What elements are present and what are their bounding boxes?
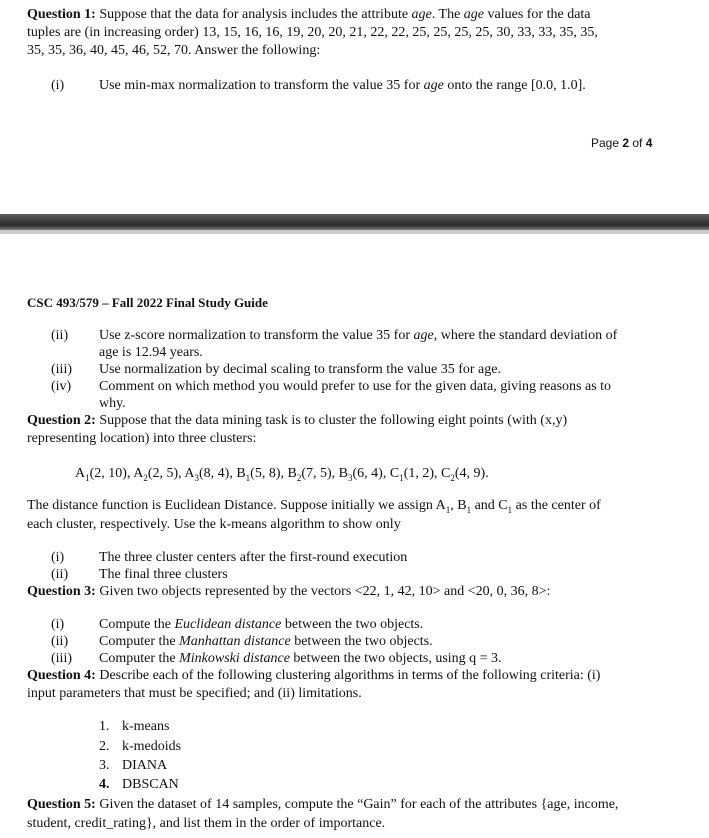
q2-line2: representing location) into three clusters:: [27, 431, 257, 446]
q2-points: $A_1(2$, 10), $A_2(2$, 5), $A_3(8$, 4), $B_1(5$, 8), $B_2(7$, 5), $B_3(6$, 4), $C_1(1$, 2), $C_2(4$, 9).: [75, 466, 489, 483]
page-gap: [0, 230, 709, 234]
point: $A_3(8$, 4): [184, 466, 230, 483]
q4-label: Question 4:: [27, 668, 96, 683]
q1-label: Question 1:: [27, 7, 96, 22]
q5-label: Question 5:: [27, 797, 96, 812]
q1-line3: 35, 35, 36, 40, 45, 46, 52, 70. Answer the following:: [27, 43, 321, 58]
q1-item-text: Use normalization by decimal scaling to transform the value 35 for age.: [99, 362, 501, 377]
point: $B_1(5$, 8): [236, 466, 281, 483]
q5-line2: student, credit_rating}, and list them in the order of importance.: [27, 816, 386, 831]
q3-item-text: Computer the Minkowski distance between the two objects, using q = 3.: [99, 651, 502, 666]
q1-item-text: Use z-score normalization to transform the value 35 for age, where the standard deviation of: [99, 328, 618, 343]
q2-distance-line1: The distance function is Euclidean Distance. Suppose initially we assign $A_1$, $B_1$ and $C_1$ as the center of: [27, 498, 601, 515]
q1-item-text-cont: why.: [99, 396, 126, 411]
q1-item-number: (ii): [51, 328, 69, 343]
point: $C_2(4$, 9): [441, 466, 486, 483]
point: $A_1(2$, 10): [75, 466, 127, 483]
q2-distance-line2: each cluster, respectively. Use the k-means algorithm to show only: [27, 517, 401, 532]
point: $C_1(1$, 2): [389, 466, 435, 483]
q4-list-item: DIANA: [122, 758, 168, 773]
q3-item-number: (iii): [51, 651, 72, 666]
page-divider: [0, 214, 709, 230]
point: $B_3(6$, 4): [338, 466, 383, 483]
q4-list-item: k-medoids: [122, 739, 182, 754]
q3-item-text: Computer the Manhattan distance between the two objects.: [99, 634, 433, 649]
q3-item-text: Compute the Euclidean distance between the two objects.: [99, 617, 424, 632]
q2-item-number: (ii): [51, 567, 69, 582]
q4-line2: input parameters that must be specified; and (ii) limitations.: [27, 686, 362, 701]
q3-label: Question 3:: [27, 584, 96, 599]
q1-line1: Question 1: Suppose that the data for analysis includes the attribute age. The age values for the data: [27, 7, 591, 22]
page-header: CSC 493/579 – Fall 2022 Final Study Guide: [27, 295, 268, 310]
q1-item-number: (i): [51, 78, 65, 93]
q1-item-number: (iii): [51, 362, 72, 377]
point: $A_2(2$, 5): [133, 466, 179, 483]
q4-list-item: k-means: [122, 719, 170, 734]
q1-item-text-cont: age is 12.94 years.: [99, 345, 203, 360]
q2-line1: Question 2: Suppose that the data mining task is to cluster the following eight points (with (x,y): [27, 413, 568, 428]
q2-item-text: The final three clusters: [99, 567, 228, 582]
q4-line1: Question 4: Describe each of the following clustering algorithms in terms of the following criteria: (i): [27, 668, 601, 683]
q4-list-number: 1.: [99, 719, 110, 734]
q2-label: Question 2:: [27, 413, 96, 428]
q1-line2: tuples are (in increasing order) 13, 15, 16, 16, 19, 20, 20, 21, 22, 22, 25, 25, 25, 25, 30, 33, 33, 35, 35,: [27, 25, 598, 40]
q4-list-number: 4.: [99, 777, 110, 792]
q4-list-item: DBSCAN: [122, 777, 179, 792]
q3-line: Question 3: Given two objects represented by the vectors <22, 1, 42, 10> and <20, 0, 36, 8>:: [27, 584, 551, 599]
page-number: Page 2 of 4: [591, 136, 653, 150]
q4-list-number: 2.: [99, 739, 110, 754]
point: $B_2(7$, 5): [287, 466, 332, 483]
q1-item-text: Comment on which method you would prefer to use for the given data, giving reasons as to: [99, 379, 612, 394]
q3-item-number: (i): [51, 617, 65, 632]
q1-item-number: (iv): [51, 379, 72, 394]
q2-item-number: (i): [51, 550, 65, 565]
q2-item-text: The three cluster centers after the first-round execution: [99, 550, 408, 565]
q4-list-number: 3.: [99, 758, 110, 773]
q3-item-number: (ii): [51, 634, 69, 649]
q1-item-text: Use min-max normalization to transform the value 35 for age onto the range [0.0, 1.0].: [99, 78, 586, 93]
q5-line1: Question 5: Given the dataset of 14 samples, compute the “Gain” for each of the attributes {age, income,: [27, 797, 619, 812]
